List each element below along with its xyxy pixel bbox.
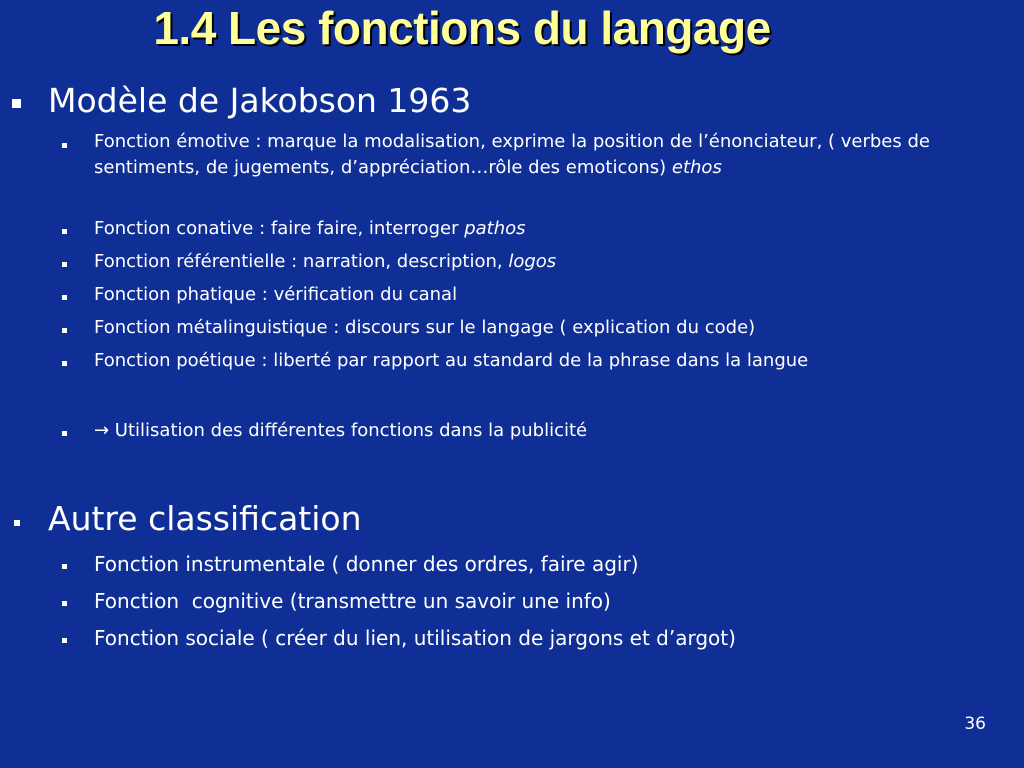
bullet [62, 262, 67, 267]
list-item-referentielle [94, 249, 556, 275]
bullet [62, 229, 67, 234]
list-item-metalinguistique [94, 315, 755, 341]
item-text: Fonction métalinguistique : discours sur le langage ( explication du code) [94, 317, 756, 338]
bullet [62, 328, 67, 333]
slide-title: 1.4 Les fonctions du langage [153, 2, 771, 54]
list-item-conative [94, 216, 526, 242]
list-item-instrumentale: Fonction instrumentale ( donner des ordres, faire agir) [94, 552, 639, 576]
bullet [62, 601, 67, 606]
section-1-heading: Modèle de Jakobson 1963 [48, 81, 472, 120]
bullet [62, 638, 67, 643]
item-text: Fonction poétique : liberté par rapport au standard de la phrase dans la langue [94, 350, 809, 371]
item-italic: pathos [464, 218, 526, 239]
item-italic: logos [508, 251, 557, 272]
section-1-bullet [12, 99, 21, 108]
item-text: → Utilisation des différentes fonctions dans la publicité [94, 420, 588, 441]
item-text: Fonction référentielle : narration, description, [94, 251, 509, 272]
list-item-poetique [94, 348, 808, 374]
item-text: Fonction émotive : marque la modalisation, exprime la position de l’énonciateur, ( verbes de sentiments, de jugements, d’appréciation…rôle des emoticons) [94, 131, 930, 178]
list-item-cognitive: Fonction cognitive (transmettre un savoir une info) [94, 589, 611, 613]
bullet [62, 295, 67, 300]
item-italic: ethos [671, 157, 722, 178]
item-text: Fonction conative : faire faire, interroger [94, 218, 465, 239]
section-2-bullet [14, 520, 20, 526]
bullet [62, 361, 67, 366]
list-item-phatique [94, 282, 457, 308]
list-item-publicite [94, 418, 587, 444]
bullet [62, 431, 67, 436]
list-item-sociale: Fonction sociale ( créer du lien, utilisation de jargons et d’argot) [94, 626, 736, 650]
list-item-emotive [94, 129, 994, 181]
item-text: Fonction phatique : vérification du canal [94, 284, 458, 305]
bullet [62, 143, 67, 148]
page-number: 36 [964, 714, 986, 734]
section-2-heading: Autre classification [48, 499, 362, 538]
bullet [62, 564, 67, 569]
